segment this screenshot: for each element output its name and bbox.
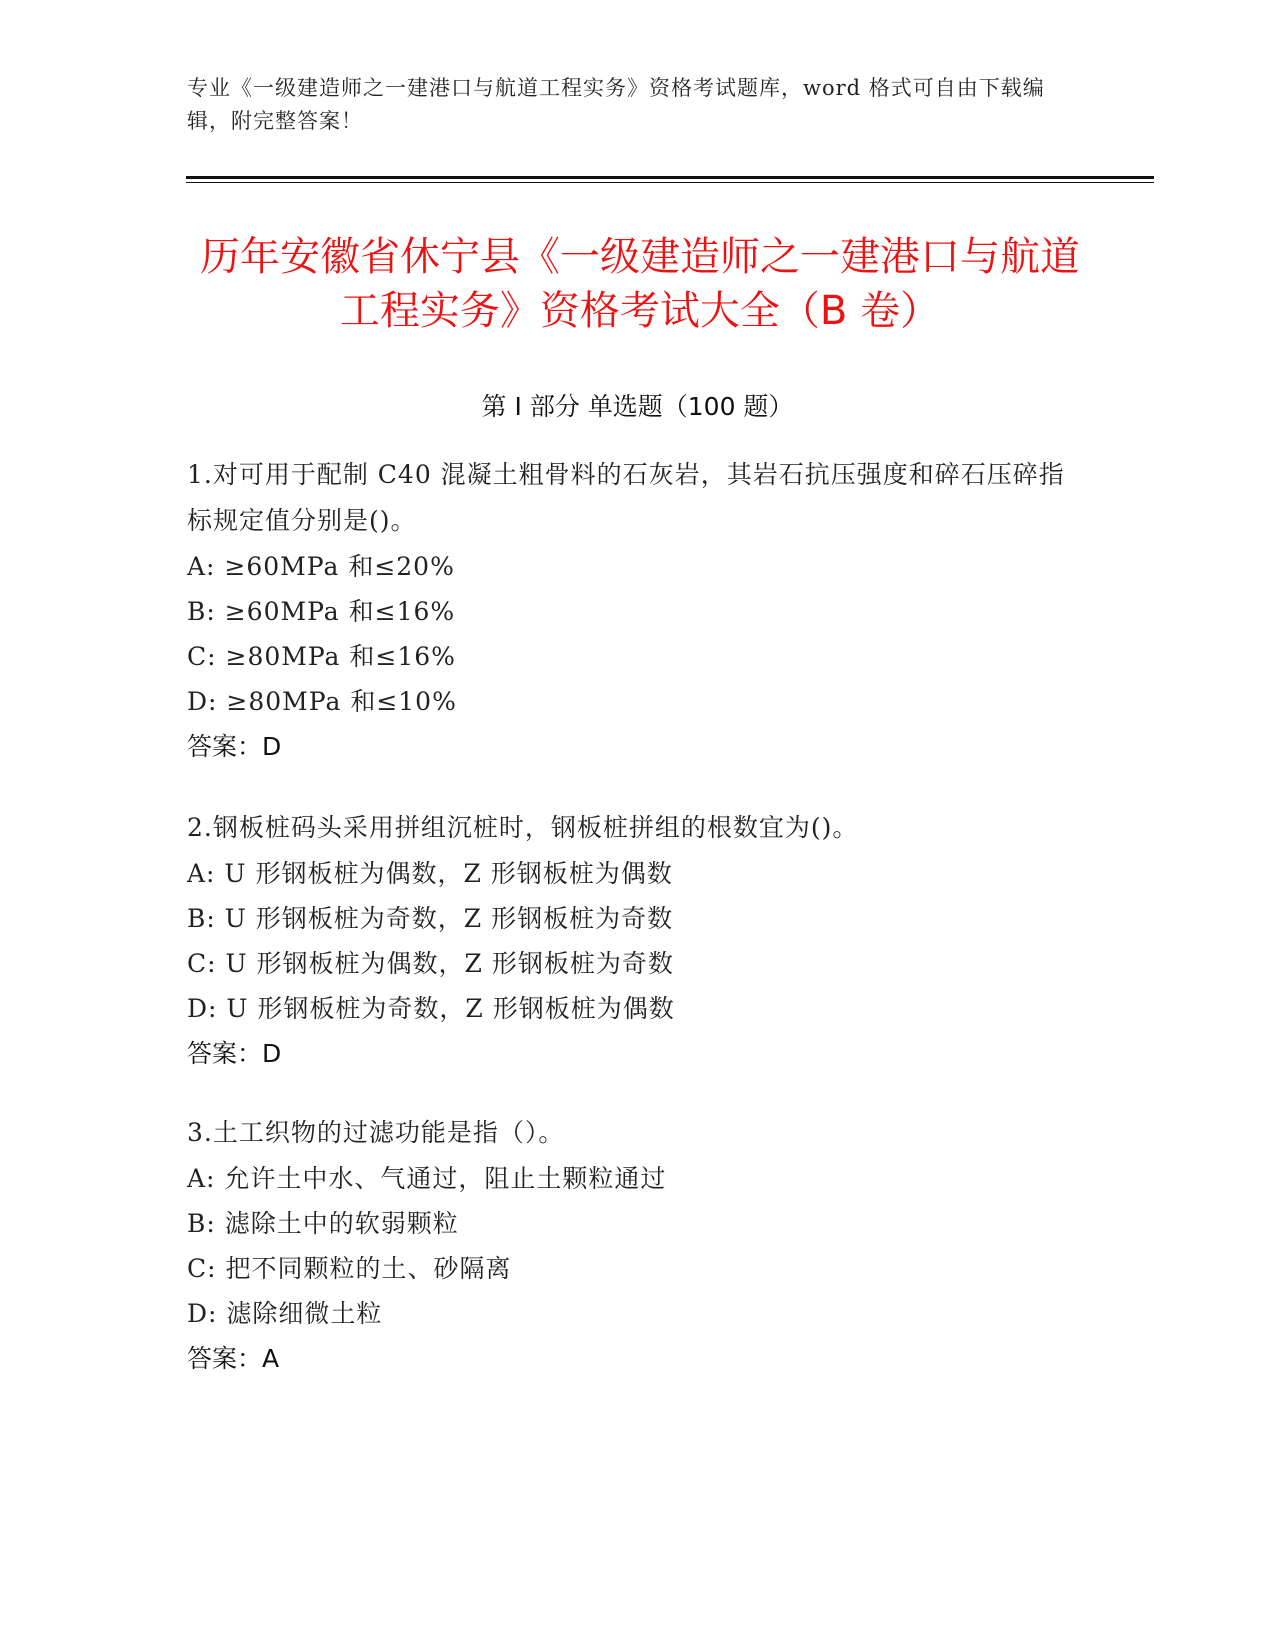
option-c: C: U 形钢板桩为偶数，Z 形钢板桩为奇数 xyxy=(187,949,674,978)
question-3 xyxy=(187,1110,1067,1381)
option-b: B: ≥60MPa 和≤16% xyxy=(187,597,456,626)
option-b: B: U 形钢板桩为奇数，Z 形钢板桩为奇数 xyxy=(187,904,674,933)
answer-line: 答案：D xyxy=(187,732,282,761)
option-a: A: 允许土中水、气通过，阻止土颗粒通过 xyxy=(187,1164,667,1193)
option-d: D: ≥80MPa 和≤10% xyxy=(187,687,457,716)
question-2 xyxy=(187,805,1067,1076)
answer-line: 答案：A xyxy=(187,1344,280,1373)
option-c: C: 把不同颗粒的土、砂隔离 xyxy=(187,1254,512,1283)
option-b: B: 滤除土中的软弱颗粒 xyxy=(187,1209,459,1238)
header-divider-thick xyxy=(186,176,1154,179)
header-note: 专业《一级建造师之一建港口与航道工程实务》资格考试题库，word 格式可自由下载编辑，附完整答案！ xyxy=(187,76,1045,133)
option-a: A: U 形钢板桩为偶数，Z 形钢板桩为偶数 xyxy=(187,859,673,888)
section-heading: 第 I 部分 单选题（100 题） xyxy=(481,392,794,421)
document-title: 历年安徽省休宁县《一级建造师之一建港口与航道工程实务》资格考试大全（B 卷） xyxy=(200,234,1080,334)
question-1 xyxy=(187,452,1067,769)
option-a: A: ≥60MPa 和≤20% xyxy=(187,552,455,581)
question-stem: 3.土工织物的过滤功能是指（）。 xyxy=(187,1118,565,1147)
option-c: C: ≥80MPa 和≤16% xyxy=(187,642,456,671)
question-stem: 1.对可用于配制 C40 混凝土粗骨料的石灰岩，其岩石抗压强度和碎石压碎指标规定值分别是()。 xyxy=(187,460,1065,535)
answer-line: 答案：D xyxy=(187,1039,282,1068)
option-d: D: 滤除细微土粒 xyxy=(187,1299,383,1328)
question-stem: 2.钢板桩码头采用拼组沉桩时，钢板桩拼组的根数宜为()。 xyxy=(187,813,859,842)
option-d: D: U 形钢板桩为奇数，Z 形钢板桩为偶数 xyxy=(187,994,675,1023)
header-divider-thin xyxy=(186,182,1154,183)
